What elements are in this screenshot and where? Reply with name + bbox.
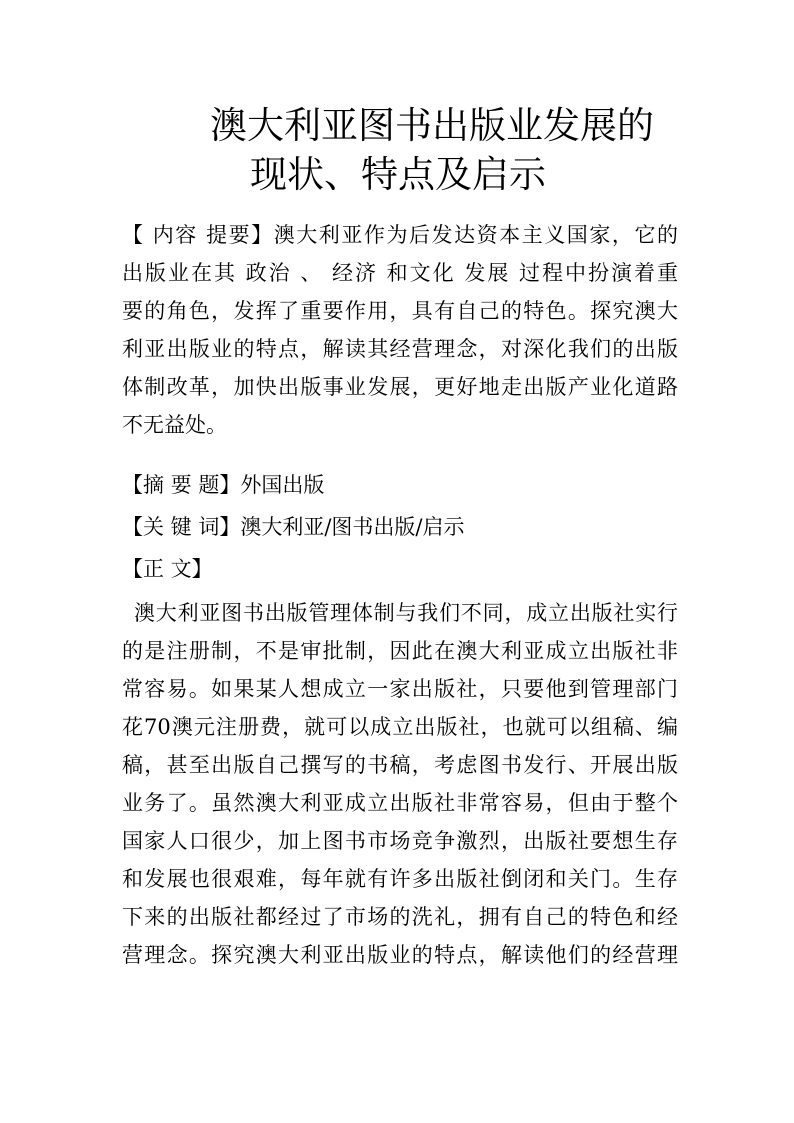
document-title-line-2: 现状、特点及启示 bbox=[250, 153, 546, 196]
body-line: 下来的出版社都经过了市场的洗礼，拥有自己的特色和经 bbox=[122, 905, 678, 929]
body-line: 澳大利亚图书出版管理体制与我们不同，成立出版社实行 bbox=[134, 601, 678, 625]
abstract-line: 要的角色，发挥了重要作用，具有自己的特色。探究澳大 bbox=[122, 299, 678, 323]
abstract-line: 体制改革，加快出版事业发展，更好地走出版产业化道路 bbox=[122, 375, 678, 399]
abstract-line: 利亚出版业的特点，解读其经营理念，对深化我们的出版 bbox=[122, 337, 678, 361]
subject-field: 【摘 要 题】外国出版 bbox=[122, 473, 325, 497]
body-line: 花70澳元注册费，就可以成立出版社，也就可以组稿、编 bbox=[122, 715, 678, 739]
body-label: 【正 文】 bbox=[122, 557, 213, 581]
body-paragraph bbox=[122, 594, 678, 974]
body-line: 国家人口很少，加上图书市场竞争激烈，出版社要想生存 bbox=[122, 829, 678, 853]
abstract-line: 【 内容 提要】澳大利亚作为后发达资本主义国家，它的 bbox=[122, 223, 678, 247]
body-line: 业务了。虽然澳大利亚成立出版社非常容易，但由于整个 bbox=[122, 791, 678, 815]
keywords-field: 【关 键 词】澳大利亚/图书出版/启示 bbox=[122, 515, 465, 539]
body-line: 的是注册制，不是审批制，因此在澳大利亚成立出版社非 bbox=[122, 639, 678, 663]
body-line: 和发展也很艰难，每年就有许多出版社倒闭和关门。生存 bbox=[122, 867, 678, 891]
document-title-line-1: 澳大利亚图书出版业发展的 bbox=[210, 104, 654, 147]
abstract-paragraph bbox=[122, 216, 678, 444]
body-line: 营理念。探究澳大利亚出版业的特点，解读他们的经营理 bbox=[122, 943, 678, 967]
body-line: 稿，甚至出版自己撰写的书稿，考虑图书发行、开展出版 bbox=[122, 753, 678, 777]
abstract-line: 不无益处。 bbox=[122, 413, 227, 437]
abstract-line: 出版业在其 政治 、 经济 和文化 发展 过程中扮演着重 bbox=[122, 261, 678, 285]
body-line: 常容易。如果某人想成立一家出版社，只要他到管理部门 bbox=[122, 677, 678, 701]
